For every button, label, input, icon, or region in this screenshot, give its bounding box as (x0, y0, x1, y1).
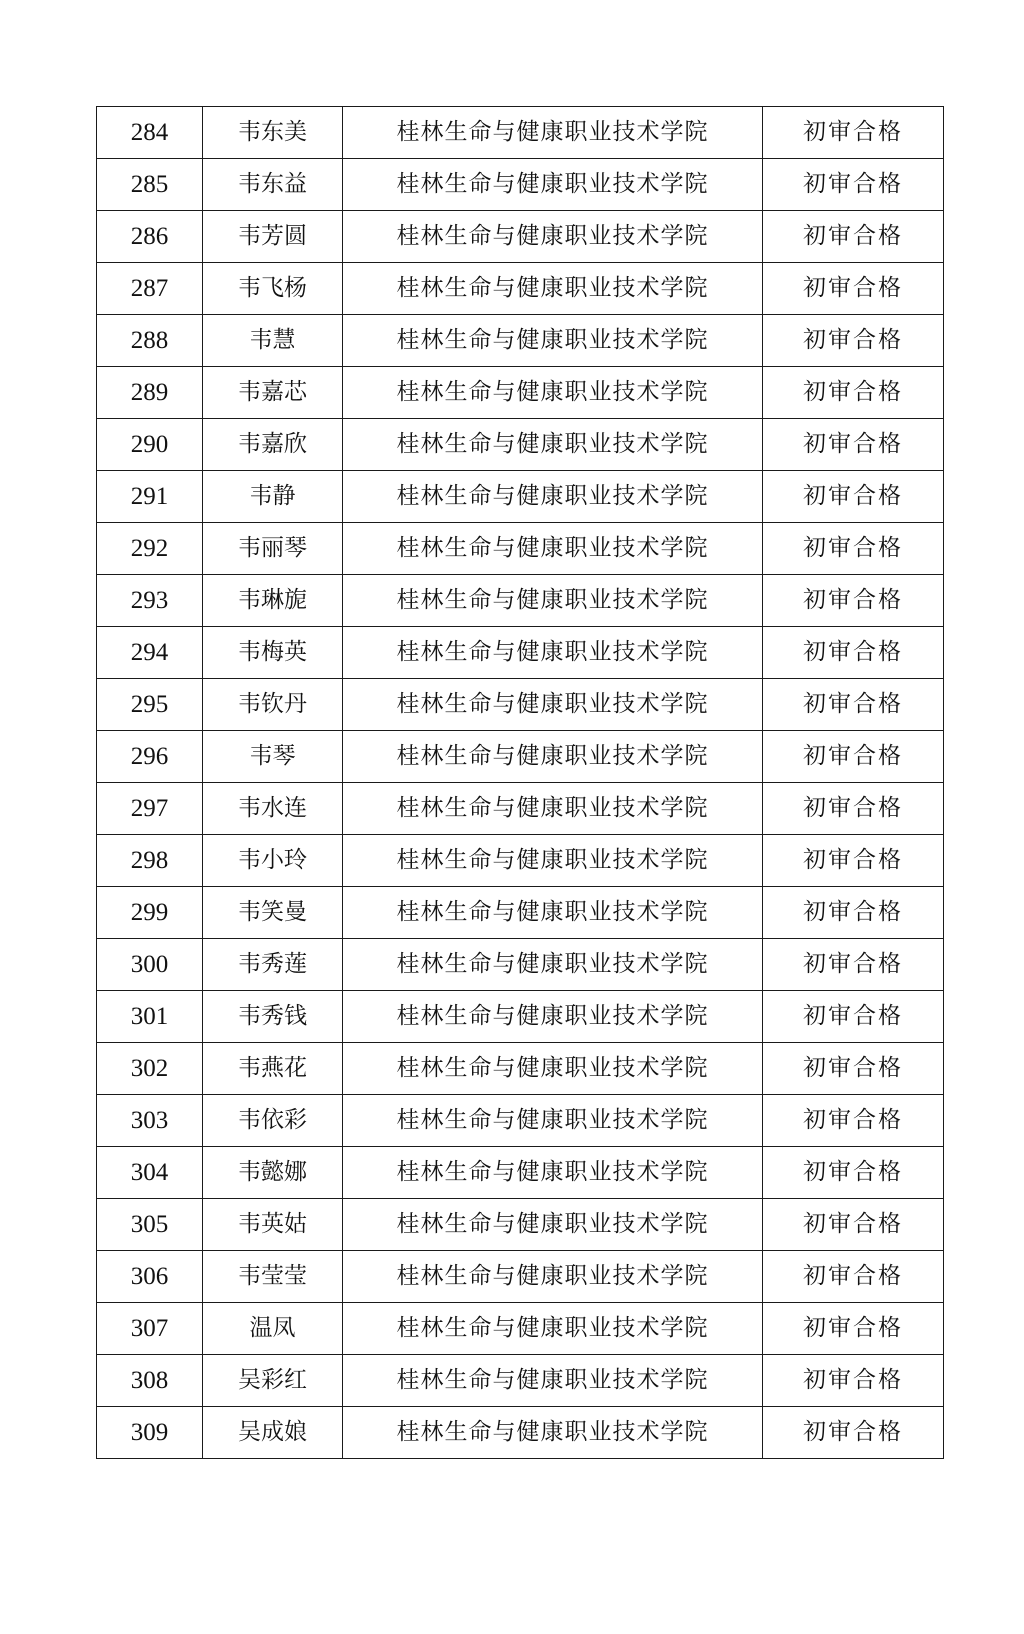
table-row (97, 991, 944, 1043)
candidate-name: 韦秀莲 (203, 939, 343, 991)
review-result: 初审合格 (763, 939, 944, 991)
school-name: 桂林生命与健康职业技术学院 (343, 471, 763, 523)
school-name: 桂林生命与健康职业技术学院 (343, 627, 763, 679)
school-name: 桂林生命与健康职业技术学院 (343, 1251, 763, 1303)
row-number: 286 (97, 211, 203, 263)
table-row (97, 887, 944, 939)
review-result: 初审合格 (763, 679, 944, 731)
school-name: 桂林生命与健康职业技术学院 (343, 159, 763, 211)
table-row (97, 419, 944, 471)
school-name: 桂林生命与健康职业技术学院 (343, 523, 763, 575)
candidate-name: 温凤 (203, 1303, 343, 1355)
review-result: 初审合格 (763, 159, 944, 211)
row-number: 308 (97, 1355, 203, 1407)
row-number: 298 (97, 835, 203, 887)
table-row (97, 731, 944, 783)
table-row (97, 367, 944, 419)
table-row (97, 159, 944, 211)
candidate-name: 韦飞杨 (203, 263, 343, 315)
review-result: 初审合格 (763, 471, 944, 523)
school-name: 桂林生命与健康职业技术学院 (343, 575, 763, 627)
candidate-name: 韦水连 (203, 783, 343, 835)
review-result: 初审合格 (763, 1199, 944, 1251)
row-number: 296 (97, 731, 203, 783)
row-number: 301 (97, 991, 203, 1043)
table-row (97, 471, 944, 523)
school-name: 桂林生命与健康职业技术学院 (343, 315, 763, 367)
review-result: 初审合格 (763, 263, 944, 315)
row-number: 303 (97, 1095, 203, 1147)
review-result: 初审合格 (763, 523, 944, 575)
table-row (97, 1147, 944, 1199)
school-name: 桂林生命与健康职业技术学院 (343, 107, 763, 159)
school-name: 桂林生命与健康职业技术学院 (343, 1303, 763, 1355)
row-number: 287 (97, 263, 203, 315)
review-result: 初审合格 (763, 107, 944, 159)
candidate-name: 韦秀钱 (203, 991, 343, 1043)
candidate-name: 韦燕花 (203, 1043, 343, 1095)
row-number: 309 (97, 1407, 203, 1459)
candidate-name: 韦琴 (203, 731, 343, 783)
row-number: 304 (97, 1147, 203, 1199)
table-row (97, 575, 944, 627)
candidate-name: 韦东美 (203, 107, 343, 159)
review-result: 初审合格 (763, 1407, 944, 1459)
table-row (97, 627, 944, 679)
table-row (97, 1407, 944, 1459)
review-result: 初审合格 (763, 627, 944, 679)
review-result: 初审合格 (763, 575, 944, 627)
candidate-name: 韦梅英 (203, 627, 343, 679)
school-name: 桂林生命与健康职业技术学院 (343, 679, 763, 731)
school-name: 桂林生命与健康职业技术学院 (343, 939, 763, 991)
candidate-name: 韦嘉欣 (203, 419, 343, 471)
review-result: 初审合格 (763, 1095, 944, 1147)
school-name: 桂林生命与健康职业技术学院 (343, 1147, 763, 1199)
table-row (97, 939, 944, 991)
row-number: 288 (97, 315, 203, 367)
table-row (97, 835, 944, 887)
school-name: 桂林生命与健康职业技术学院 (343, 887, 763, 939)
row-number: 295 (97, 679, 203, 731)
review-result: 初审合格 (763, 1147, 944, 1199)
row-number: 289 (97, 367, 203, 419)
review-result: 初审合格 (763, 1043, 944, 1095)
candidate-name: 韦丽琴 (203, 523, 343, 575)
row-number: 305 (97, 1199, 203, 1251)
candidate-name: 韦钦丹 (203, 679, 343, 731)
candidate-name: 韦嘉芯 (203, 367, 343, 419)
table-row (97, 315, 944, 367)
candidate-name: 韦静 (203, 471, 343, 523)
table-row (97, 1043, 944, 1095)
candidate-name: 韦笑曼 (203, 887, 343, 939)
table-row (97, 523, 944, 575)
table-row (97, 107, 944, 159)
table-row (97, 783, 944, 835)
review-result: 初审合格 (763, 835, 944, 887)
school-name: 桂林生命与健康职业技术学院 (343, 1407, 763, 1459)
school-name: 桂林生命与健康职业技术学院 (343, 991, 763, 1043)
school-name: 桂林生命与健康职业技术学院 (343, 367, 763, 419)
candidate-name: 吴成娘 (203, 1407, 343, 1459)
row-number: 290 (97, 419, 203, 471)
row-number: 294 (97, 627, 203, 679)
review-result: 初审合格 (763, 211, 944, 263)
table-row (97, 1199, 944, 1251)
school-name: 桂林生命与健康职业技术学院 (343, 783, 763, 835)
review-result: 初审合格 (763, 887, 944, 939)
school-name: 桂林生命与健康职业技术学院 (343, 731, 763, 783)
review-result: 初审合格 (763, 419, 944, 471)
candidate-name: 吴彩红 (203, 1355, 343, 1407)
school-name: 桂林生命与健康职业技术学院 (343, 263, 763, 315)
row-number: 297 (97, 783, 203, 835)
row-number: 292 (97, 523, 203, 575)
table-row (97, 1251, 944, 1303)
candidate-name: 韦芳圆 (203, 211, 343, 263)
review-result: 初审合格 (763, 783, 944, 835)
row-number: 285 (97, 159, 203, 211)
review-result: 初审合格 (763, 1251, 944, 1303)
roster-table (96, 106, 944, 1459)
school-name: 桂林生命与健康职业技术学院 (343, 1199, 763, 1251)
candidate-name: 韦懿娜 (203, 1147, 343, 1199)
table-row (97, 211, 944, 263)
row-number: 291 (97, 471, 203, 523)
row-number: 284 (97, 107, 203, 159)
table-row (97, 1355, 944, 1407)
review-result: 初审合格 (763, 731, 944, 783)
review-result: 初审合格 (763, 991, 944, 1043)
school-name: 桂林生命与健康职业技术学院 (343, 1095, 763, 1147)
school-name: 桂林生命与健康职业技术学院 (343, 835, 763, 887)
candidate-name: 韦莹莹 (203, 1251, 343, 1303)
table-row (97, 263, 944, 315)
review-result: 初审合格 (763, 367, 944, 419)
school-name: 桂林生命与健康职业技术学院 (343, 1043, 763, 1095)
table-row (97, 1303, 944, 1355)
roster-table-body (97, 107, 944, 1459)
review-result: 初审合格 (763, 1355, 944, 1407)
candidate-name: 韦琳旎 (203, 575, 343, 627)
candidate-name: 韦英姑 (203, 1199, 343, 1251)
candidate-name: 韦依彩 (203, 1095, 343, 1147)
candidate-name: 韦慧 (203, 315, 343, 367)
review-result: 初审合格 (763, 315, 944, 367)
row-number: 302 (97, 1043, 203, 1095)
school-name: 桂林生命与健康职业技术学院 (343, 211, 763, 263)
table-row (97, 679, 944, 731)
table-row (97, 1095, 944, 1147)
candidate-name: 韦小玲 (203, 835, 343, 887)
row-number: 300 (97, 939, 203, 991)
school-name: 桂林生命与健康职业技术学院 (343, 1355, 763, 1407)
candidate-name: 韦东益 (203, 159, 343, 211)
school-name: 桂林生命与健康职业技术学院 (343, 419, 763, 471)
row-number: 293 (97, 575, 203, 627)
row-number: 307 (97, 1303, 203, 1355)
review-result: 初审合格 (763, 1303, 944, 1355)
row-number: 306 (97, 1251, 203, 1303)
row-number: 299 (97, 887, 203, 939)
